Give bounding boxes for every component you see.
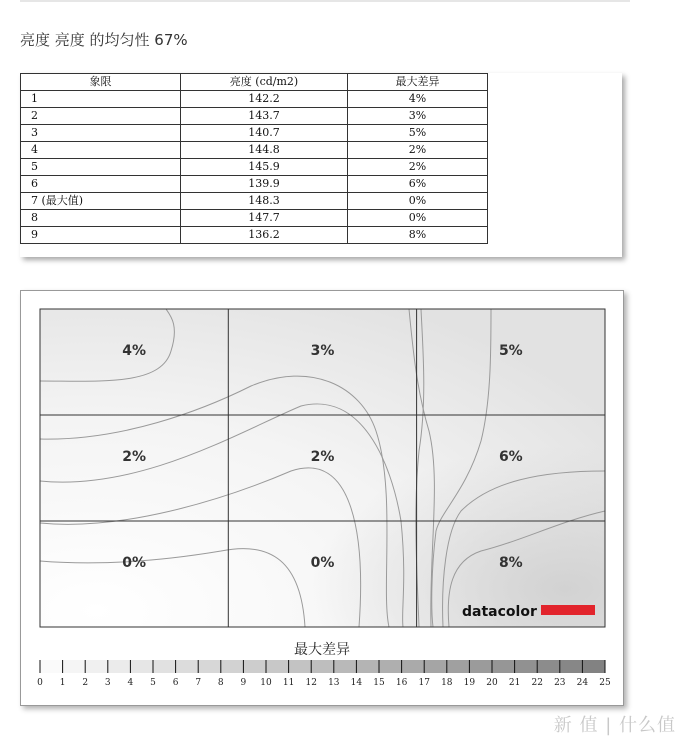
scale-swatch (492, 660, 515, 673)
scale-tick-label: 17 (418, 678, 430, 688)
scale-tick-label: 11 (282, 678, 295, 688)
quadrant-cell: 9 (21, 227, 181, 244)
max-difference-cell: 8% (348, 227, 488, 244)
luminance-cell: 142.2 (181, 91, 348, 108)
watermark: 新 值 | 什么值 (553, 715, 676, 736)
luminance-cell: 148.3 (181, 193, 348, 210)
scale-tick-label: 12 (305, 678, 317, 688)
table-row (21, 227, 488, 244)
scale-swatch (266, 660, 289, 673)
quadrant-cell: 3 (21, 125, 181, 142)
logo-text: datacolor (462, 604, 537, 620)
scale-swatch (537, 660, 560, 673)
scale-swatch (221, 660, 244, 673)
luminance-cell: 147.7 (181, 210, 348, 227)
scale-tick-label: 20 (486, 678, 498, 688)
scale-swatch (289, 660, 312, 673)
scale-swatch (447, 660, 470, 673)
scale-tick-label: 6 (172, 678, 179, 688)
uniformity-table-card (20, 73, 622, 257)
scale-swatch (198, 660, 221, 673)
scale-tick-label: 24 (576, 678, 589, 688)
scale-tick-label: 9 (240, 678, 247, 688)
scale-swatch (424, 660, 447, 673)
map-cell-label: 0% (310, 555, 335, 571)
max-difference-cell: 0% (348, 193, 488, 210)
scale-swatch (356, 660, 379, 673)
logo-accent-bar (541, 605, 595, 615)
map-cell-label: 8% (498, 555, 523, 571)
column-header-quadrant: 象限 (21, 74, 181, 91)
map-cell-label: 3% (310, 343, 335, 359)
map-area (40, 309, 605, 627)
scale-swatch (153, 660, 176, 673)
difference-scale (37, 660, 611, 688)
scale-tick-label: 7 (195, 678, 202, 688)
quadrant-cell: 2 (21, 108, 181, 125)
scale-title: 最大差异 (294, 642, 350, 658)
uniformity-map-card (20, 290, 624, 706)
max-difference-cell: 2% (348, 142, 488, 159)
scale-swatch (402, 660, 425, 673)
scale-swatch (582, 660, 605, 673)
scale-tick-label: 23 (554, 678, 566, 688)
scale-tick-label: 21 (508, 678, 521, 688)
luminance-cell: 139.9 (181, 176, 348, 193)
luminance-cell: 144.8 (181, 142, 348, 159)
scale-tick-label: 18 (441, 678, 453, 688)
table-row (21, 91, 488, 108)
luminance-cell: 136.2 (181, 227, 348, 244)
quadrant-cell: 5 (21, 159, 181, 176)
scale-tick-label: 8 (217, 678, 224, 688)
table-row (21, 108, 488, 125)
column-header-max-difference: 最大差异 (348, 74, 488, 91)
scale-swatch (560, 660, 583, 673)
scale-tick-label: 25 (599, 678, 611, 688)
quadrant-cell: 4 (21, 142, 181, 159)
scale-swatch (85, 660, 108, 673)
page-title: 亮度 亮度 的均匀性 67% (20, 31, 188, 49)
map-cell-label: 4% (122, 343, 147, 359)
scale-swatch (311, 660, 334, 673)
column-header-luminance: 亮度 (cd/m2) (181, 74, 348, 91)
scale-tick-label: 2 (82, 678, 89, 688)
scale-tick-label: 3 (104, 678, 111, 688)
map-cell-label: 2% (122, 449, 147, 465)
luminance-cell: 143.7 (181, 108, 348, 125)
scale-tick-label: 22 (531, 678, 543, 688)
scale-tick-label: 16 (395, 678, 408, 688)
scale-tick-label: 4 (127, 678, 134, 688)
table-row (21, 210, 488, 227)
table-row (21, 176, 488, 193)
scale-swatch (130, 660, 153, 673)
quadrant-cell: 6 (21, 176, 181, 193)
scale-tick-label: 13 (328, 678, 340, 688)
map-cell-label: 2% (310, 449, 335, 465)
map-cell-label: 0% (122, 555, 147, 571)
table-row (21, 159, 488, 176)
table-row (21, 142, 488, 159)
quadrant-cell: 8 (21, 210, 181, 227)
table-header-row (21, 74, 488, 91)
scale-swatch (243, 660, 266, 673)
scale-tick-label: 15 (373, 678, 385, 688)
top-divider (20, 0, 630, 2)
max-difference-cell: 6% (348, 176, 488, 193)
scale-swatch (108, 660, 131, 673)
scale-swatch (379, 660, 402, 673)
luminance-cell: 145.9 (181, 159, 348, 176)
scale-swatch (63, 660, 86, 673)
scale-tick-label: 0 (37, 678, 43, 688)
map-cell-label: 5% (498, 343, 523, 359)
table-row (21, 125, 488, 142)
scale-swatch (176, 660, 199, 673)
scale-swatch (515, 660, 538, 673)
scale-tick-label: 5 (150, 678, 156, 688)
max-difference-cell: 5% (348, 125, 488, 142)
scale-swatch (469, 660, 492, 673)
map-cell-label: 6% (498, 449, 523, 465)
scale-swatch (334, 660, 357, 673)
scale-tick-label: 14 (350, 678, 363, 688)
uniformity-table (20, 73, 488, 244)
scale-tick-label: 10 (260, 678, 272, 688)
quadrant-cell: 7 (最大值) (21, 193, 181, 210)
max-difference-cell: 3% (348, 108, 488, 125)
max-difference-cell: 0% (348, 210, 488, 227)
luminance-cell: 140.7 (181, 125, 348, 142)
scale-tick-label: 19 (463, 678, 476, 688)
max-difference-cell: 4% (348, 91, 488, 108)
quadrant-cell: 1 (21, 91, 181, 108)
scale-tick-label: 1 (59, 678, 66, 688)
scale-swatch (40, 660, 63, 673)
max-difference-cell: 2% (348, 159, 488, 176)
table-row (21, 193, 488, 210)
